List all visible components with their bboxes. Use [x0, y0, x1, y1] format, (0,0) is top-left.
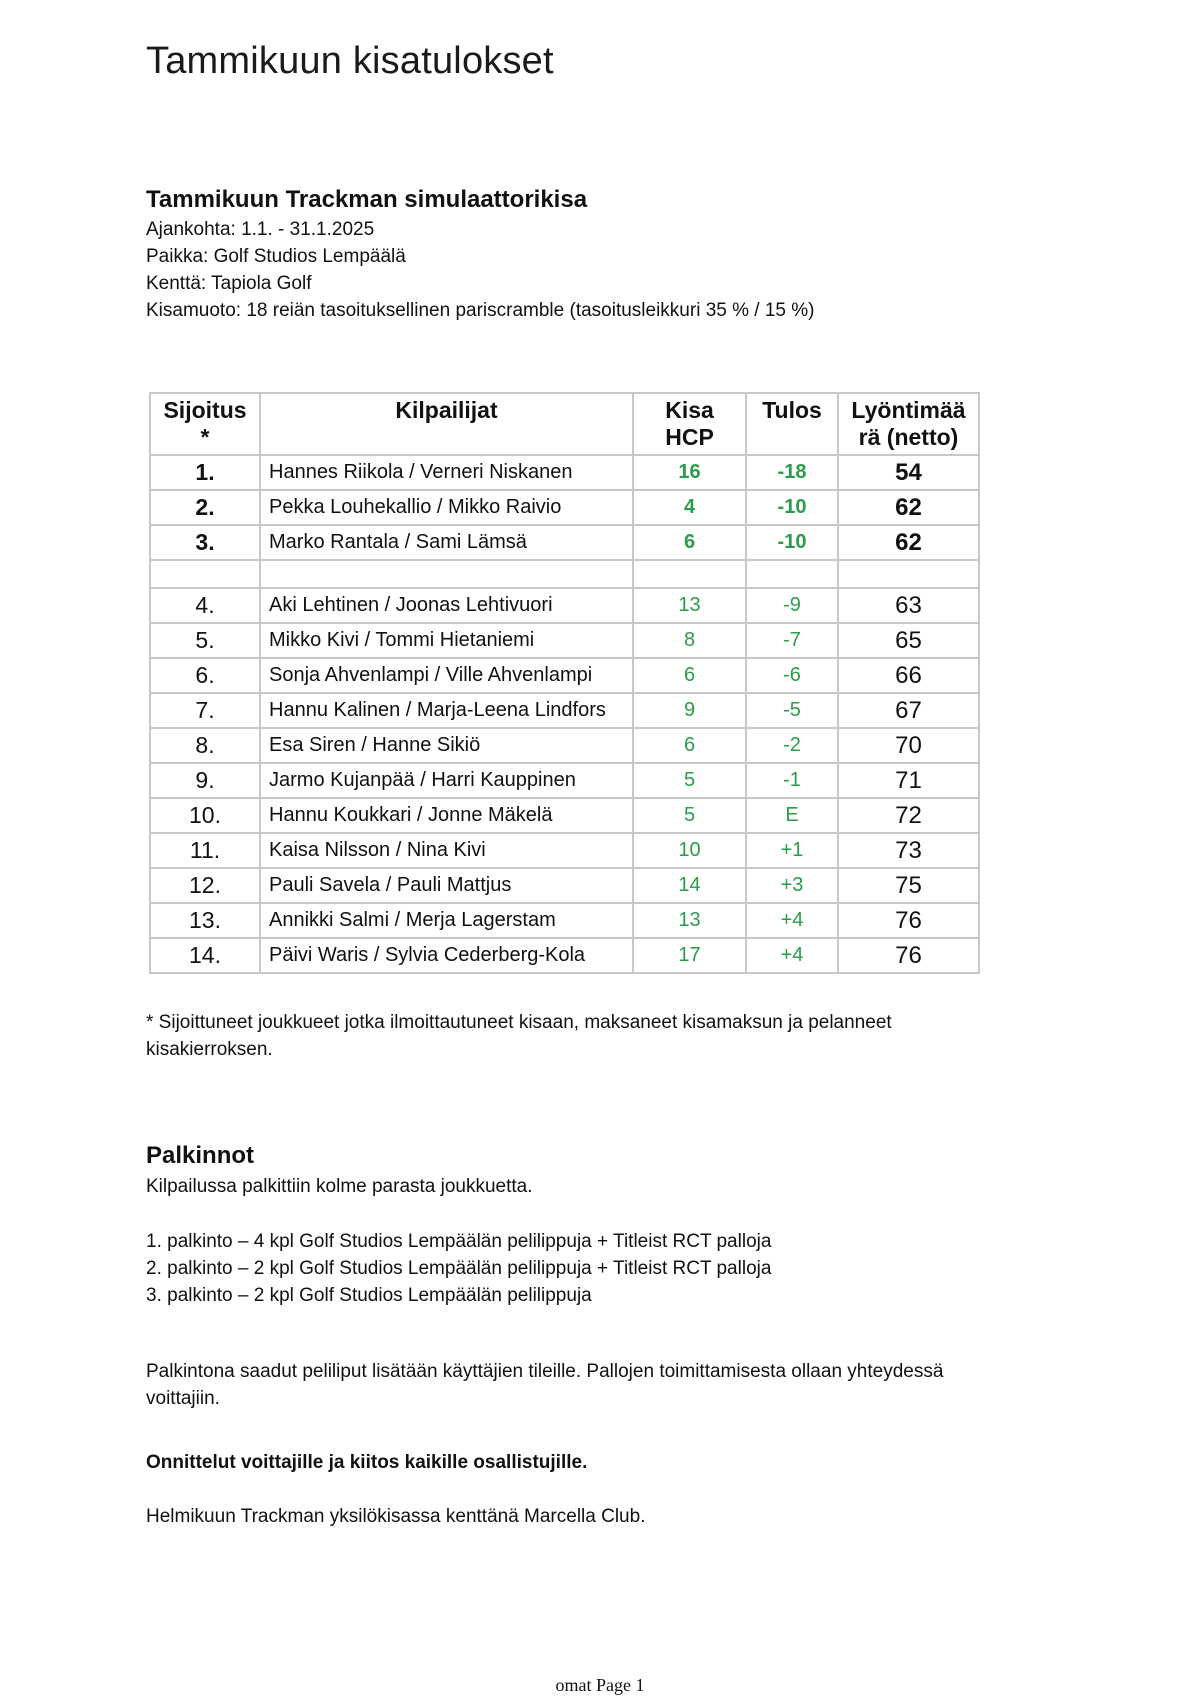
players-cell: Sonja Ahvenlampi / Ville Ahvenlampi	[260, 658, 633, 693]
result-cell: -6	[746, 658, 838, 693]
prizes-heading: Palkinnot	[146, 1142, 255, 1169]
hcp-cell: 16	[633, 455, 746, 490]
spacer-cell	[838, 560, 979, 588]
table-row	[150, 455, 979, 490]
rank-cell: 10.	[150, 798, 260, 833]
spacer-cell	[633, 560, 746, 588]
table-row	[150, 490, 979, 525]
header-rank-line1: Sijoitus	[163, 397, 247, 423]
table-row	[150, 588, 979, 623]
header-hcp	[633, 393, 746, 455]
page-title: Tammikuun kisatulokset	[146, 40, 554, 82]
rank-cell: 12.	[150, 868, 260, 903]
table-footnote-line2: kisakierroksen.	[146, 1039, 273, 1060]
hcp-cell: 5	[633, 763, 746, 798]
net-cell: 62	[838, 525, 979, 560]
players-cell: Mikko Kivi / Tommi Hietaniemi	[260, 623, 633, 658]
net-cell: 66	[838, 658, 979, 693]
rank-cell: 4.	[150, 588, 260, 623]
hcp-cell: 13	[633, 903, 746, 938]
hcp-cell: 13	[633, 588, 746, 623]
rank-cell: 13.	[150, 903, 260, 938]
players-cell: Marko Rantala / Sami Lämsä	[260, 525, 633, 560]
rank-cell: 11.	[150, 833, 260, 868]
rank-cell: 8.	[150, 728, 260, 763]
header-rank-line2: *	[200, 424, 210, 450]
net-cell: 63	[838, 588, 979, 623]
table-row	[150, 798, 979, 833]
hcp-cell: 6	[633, 525, 746, 560]
net-cell: 72	[838, 798, 979, 833]
hcp-cell: 5	[633, 798, 746, 833]
table-row	[150, 658, 979, 693]
results-table	[149, 392, 980, 974]
net-cell: 54	[838, 455, 979, 490]
result-cell: +4	[746, 903, 838, 938]
result-cell: -7	[746, 623, 838, 658]
hcp-cell: 10	[633, 833, 746, 868]
net-cell: 65	[838, 623, 979, 658]
header-net-line1: Lyöntimää	[851, 397, 966, 423]
result-cell: -2	[746, 728, 838, 763]
result-cell: +4	[746, 938, 838, 973]
prize-item-1: 1. palkinto – 4 kpl Golf Studios Lempäälän pelilippuja + Titleist RCT palloja	[146, 1231, 772, 1252]
result-cell: -9	[746, 588, 838, 623]
header-net	[838, 393, 979, 455]
net-cell: 62	[838, 490, 979, 525]
competition-format: Kisamuoto: 18 reiän tasoituksellinen pariscramble (tasoitusleikkuri 35 % / 15 %)	[146, 300, 815, 321]
hcp-cell: 14	[633, 868, 746, 903]
prizes-intro: Kilpailussa palkittiin kolme parasta joukkuetta.	[146, 1176, 533, 1197]
players-cell: Hannu Kalinen / Marja-Leena Lindfors	[260, 693, 633, 728]
net-cell: 75	[838, 868, 979, 903]
net-cell: 76	[838, 903, 979, 938]
result-cell: E	[746, 798, 838, 833]
competition-heading: Tammikuun Trackman simulaattorikisa	[146, 186, 588, 213]
result-cell: -18	[746, 455, 838, 490]
table-row	[150, 833, 979, 868]
result-cell: +3	[746, 868, 838, 903]
players-cell: Pekka Louhekallio / Mikko Raivio	[260, 490, 633, 525]
players-cell: Esa Siren / Hanne Sikiö	[260, 728, 633, 763]
prizes-note-line2: voittajiin.	[146, 1388, 220, 1409]
hcp-cell: 6	[633, 658, 746, 693]
rank-cell: 1.	[150, 455, 260, 490]
rank-cell: 3.	[150, 525, 260, 560]
table-row	[150, 525, 979, 560]
rank-cell: 7.	[150, 693, 260, 728]
hcp-cell: 6	[633, 728, 746, 763]
players-cell: Hannu Koukkari / Jonne Mäkelä	[260, 798, 633, 833]
header-hcp-line1: Kisa	[665, 397, 714, 423]
header-hcp-line2: HCP	[665, 424, 714, 450]
players-cell: Hannes Riikola / Verneri Niskanen	[260, 455, 633, 490]
rank-cell: 14.	[150, 938, 260, 973]
result-cell: +1	[746, 833, 838, 868]
header-players-label: Kilpailijat	[395, 397, 498, 423]
congratulations-text: Onnittelut voittajille ja kiitos kaikille osallistujille.	[146, 1452, 588, 1473]
rank-cell: 5.	[150, 623, 260, 658]
table-row	[150, 903, 979, 938]
table-footnote-line1: * Sijoittuneet joukkueet jotka ilmoittautuneet kisaan, maksaneet kisamaksun ja pelanneet	[146, 1012, 892, 1033]
header-players	[260, 393, 633, 455]
prize-item-2: 2. palkinto – 2 kpl Golf Studios Lempäälän pelilippuja + Titleist RCT palloja	[146, 1258, 772, 1279]
competition-course: Kenttä: Tapiola Golf	[146, 273, 312, 294]
spacer-cell	[260, 560, 633, 588]
players-cell: Kaisa Nilsson / Nina Kivi	[260, 833, 633, 868]
net-cell: 70	[838, 728, 979, 763]
result-cell: -1	[746, 763, 838, 798]
header-net-line2: rä (netto)	[858, 424, 959, 450]
table-row	[150, 763, 979, 798]
table-spacer-row	[150, 560, 979, 588]
players-cell: Aki Lehtinen / Joonas Lehtivuori	[260, 588, 633, 623]
competition-venue: Paikka: Golf Studios Lempäälä	[146, 246, 406, 267]
net-cell: 73	[838, 833, 979, 868]
hcp-cell: 8	[633, 623, 746, 658]
rank-cell: 2.	[150, 490, 260, 525]
table-row	[150, 728, 979, 763]
result-cell: -5	[746, 693, 838, 728]
spacer-cell	[746, 560, 838, 588]
players-cell: Annikki Salmi / Merja Lagerstam	[260, 903, 633, 938]
header-result	[746, 393, 838, 455]
spacer-cell	[150, 560, 260, 588]
result-cell: -10	[746, 525, 838, 560]
next-competition-text: Helmikuun Trackman yksilökisassa kenttänä Marcella Club.	[146, 1506, 646, 1527]
rank-cell: 9.	[150, 763, 260, 798]
competition-date: Ajankohta: 1.1. - 31.1.2025	[146, 219, 375, 240]
hcp-cell: 17	[633, 938, 746, 973]
result-cell: -10	[746, 490, 838, 525]
table-row	[150, 623, 979, 658]
prizes-note-line1: Palkintona saadut peliliput lisätään käyttäjien tileille. Pallojen toimittamisesta ollaan yhteydessä	[146, 1361, 944, 1382]
table-row	[150, 868, 979, 903]
prize-item-3: 3. palkinto – 2 kpl Golf Studios Lempäälän pelilippuja	[146, 1285, 592, 1306]
table-row	[150, 938, 979, 973]
table-row	[150, 693, 979, 728]
header-rank	[150, 393, 260, 455]
results-header-row	[150, 393, 979, 455]
net-cell: 67	[838, 693, 979, 728]
hcp-cell: 4	[633, 490, 746, 525]
net-cell: 76	[838, 938, 979, 973]
header-result-label: Tulos	[762, 397, 822, 423]
players-cell: Pauli Savela / Pauli Mattjus	[260, 868, 633, 903]
rank-cell: 6.	[150, 658, 260, 693]
players-cell: Jarmo Kujanpää / Harri Kauppinen	[260, 763, 633, 798]
players-cell: Päivi Waris / Sylvia Cederberg-Kola	[260, 938, 633, 973]
hcp-cell: 9	[633, 693, 746, 728]
net-cell: 71	[838, 763, 979, 798]
page-footer: omat Page 1	[555, 1675, 645, 1695]
